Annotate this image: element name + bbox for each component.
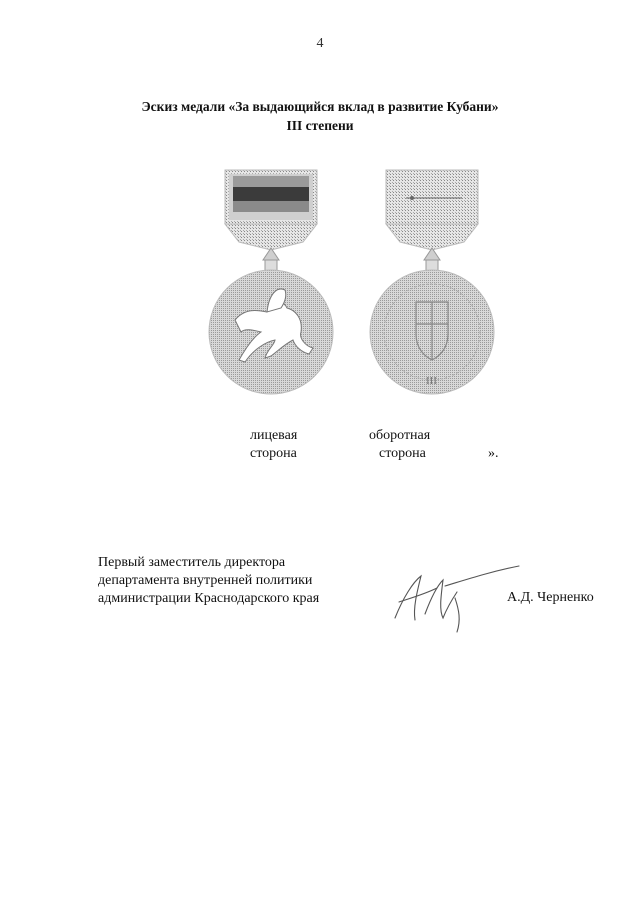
signer-name: А.Д. Черненко — [507, 590, 594, 605]
front-caption-line2: сторона — [250, 446, 297, 461]
medal-back-image — [366, 162, 496, 407]
back-caption-line2: сторона — [379, 446, 426, 461]
closing-quote: ». — [488, 446, 499, 461]
signer-position-line1: Первый заместитель директора — [98, 555, 286, 570]
back-caption-line1: оборотная — [369, 428, 431, 443]
front-caption-line1: лицевая — [250, 428, 298, 443]
handwritten-signature — [385, 558, 525, 638]
page-number: 4 — [316, 36, 324, 51]
svg-text:III: III — [426, 375, 437, 387]
medal-front-ribbon — [225, 170, 317, 250]
medal-back-ribbon — [386, 170, 478, 250]
document-subtitle: III степени — [286, 118, 354, 133]
document-title: Эскиз медали «За выдающийся вклад в развитие Кубани» — [141, 99, 499, 114]
medal-front-image — [205, 162, 335, 407]
signer-position-line3: администрации Краснодарского края — [98, 591, 320, 606]
signer-position-line2: департамента внутренней политики — [98, 573, 313, 588]
